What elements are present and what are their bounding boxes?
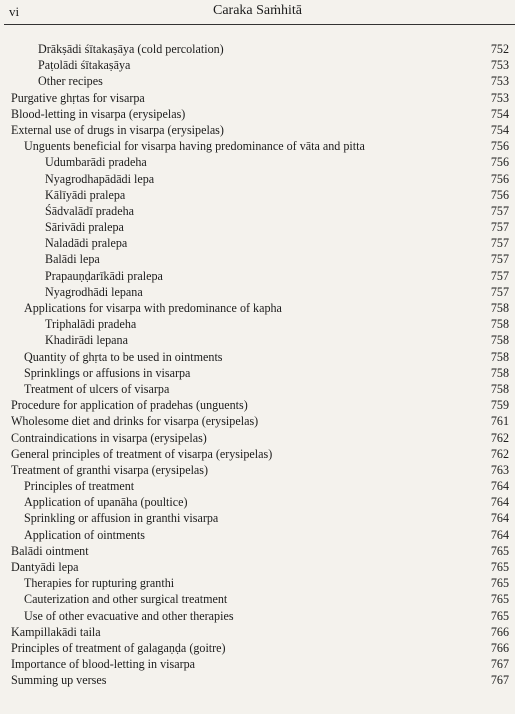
- toc-entry-title: Kampillakādi taila: [11, 624, 101, 639]
- toc-entry-page: 758: [490, 317, 509, 332]
- toc-entry-title: Nyagrodhapādādi lepa: [45, 171, 155, 186]
- running-title: Caraka Saṁhitā: [212, 3, 303, 18]
- toc-entry-page: 763: [490, 462, 509, 477]
- toc-entry-title: Application of upanāha (poultice): [24, 495, 188, 510]
- toc-entry-page: 764: [490, 527, 509, 542]
- toc-entry-page: 757: [490, 236, 509, 251]
- page-header: [0, 0, 515, 24]
- toc-entry-title: Śādvalādī pradeha: [45, 203, 134, 218]
- toc-entry-title: Purgative ghṛtas for visarpa: [11, 90, 145, 105]
- toc-entry: [0, 624, 515, 640]
- toc-entry: [0, 187, 515, 203]
- toc-entry-page: 767: [490, 657, 509, 672]
- toc-entry-title: Balādi ointment: [11, 543, 89, 558]
- toc-entry-title: Importance of blood-letting in visarpa: [11, 657, 196, 672]
- toc-entry-page: 756: [490, 139, 509, 154]
- toc-entry: [0, 397, 515, 413]
- toc-entry: [0, 154, 515, 170]
- toc-entry-page: 758: [490, 333, 509, 348]
- toc-entry-page: 758: [490, 301, 509, 315]
- toc-entry-page: 767: [490, 673, 509, 688]
- toc-entry-page: 754: [490, 106, 509, 121]
- toc-entry-page: 758: [490, 349, 509, 364]
- toc-entry: [0, 591, 515, 607]
- toc-entry: [0, 543, 515, 559]
- toc-entry-page: 757: [490, 284, 509, 299]
- toc-entry-title: Principles of treatment: [24, 479, 135, 494]
- toc-entry-title: Principles of treatment of galagaṇḍa (goitre): [11, 640, 226, 655]
- toc-entry-title: Therapies for rupturing granthi: [24, 576, 175, 591]
- toc-entry-page: 752: [490, 42, 509, 56]
- toc-entry-title: Wholesome diet and drinks for visarpa (erysipelas): [11, 414, 259, 429]
- toc-entry: [0, 575, 515, 591]
- toc-entry-page: 756: [490, 171, 509, 186]
- toc-entry-title: Other recipes: [38, 74, 103, 89]
- toc-entry-page: 756: [490, 187, 509, 202]
- toc-entry: [0, 251, 515, 267]
- toc-entry: [0, 349, 515, 365]
- toc-entry-title: Summing up verses: [11, 673, 107, 688]
- toc-entry-page: 765: [490, 560, 509, 574]
- toc-entry-title: Application of ointments: [24, 527, 145, 542]
- toc-entry-title: Kālīyādi pralepa: [45, 187, 126, 202]
- toc-entry: [0, 203, 515, 219]
- toc-entry-title: Sprinklings or affusions in visarpa: [24, 365, 191, 380]
- toc-entry-page: 764: [490, 511, 509, 526]
- toc-entry-title: Treatment of granthi visarpa (erysipelas): [11, 462, 209, 477]
- toc-entry: [0, 656, 515, 672]
- toc-entry: [0, 413, 515, 429]
- toc-entry-page: 762: [490, 430, 509, 445]
- toc-entry-title: Drākṣādi śītakaṣāya (cold percolation): [38, 42, 224, 56]
- toc-entry: [0, 73, 515, 89]
- toc-entry: [0, 138, 515, 154]
- toc-entry-title: Paṭolādi śītakaṣāya: [38, 58, 131, 73]
- table-of-contents: [0, 41, 515, 689]
- toc-entry-title: Contraindications in visarpa (erysipelas): [11, 430, 207, 445]
- toc-entry-page: 765: [490, 592, 509, 607]
- toc-entry-title: Cauterization and other surgical treatment: [24, 592, 228, 607]
- toc-entry-title: Unguents beneficial for visarpa having predominance of vāta and pitta: [24, 139, 365, 154]
- toc-entry: [0, 365, 515, 381]
- toc-entry-title: Khadirādi lepana: [45, 333, 128, 348]
- toc-entry: [0, 430, 515, 446]
- toc-entry-title: Triphalādi pradeha: [45, 317, 137, 332]
- toc-entry-page: 766: [490, 624, 509, 639]
- toc-entry: [0, 300, 515, 316]
- toc-entry-title: Dantyādi lepa: [11, 560, 79, 574]
- toc-entry-title: Nyagrodhādi lepana: [45, 284, 143, 299]
- toc-entry: [0, 268, 515, 284]
- toc-entry-page: 757: [490, 203, 509, 218]
- toc-entry-page: 764: [490, 495, 509, 510]
- toc-entry-title: Naladādi pralepa: [45, 236, 128, 251]
- toc-entry-page: 754: [490, 122, 509, 137]
- toc-entry-page: 757: [490, 252, 509, 267]
- toc-entry-title: Quantity of ghṛta to be used in ointments: [24, 349, 223, 364]
- toc-entry-page: 753: [490, 58, 509, 73]
- toc-entry: [0, 446, 515, 462]
- toc-entry-title: Prapauṇḍarīkādi pralepa: [45, 268, 163, 283]
- toc-entry-title: General principles of treatment of visarpa (erysipelas): [11, 446, 273, 461]
- toc-entry: [0, 57, 515, 73]
- toc-entry: [0, 527, 515, 543]
- toc-entry-page: 762: [490, 446, 509, 461]
- toc-entry: [0, 608, 515, 624]
- toc-entry-title: Procedure for application of pradehas (unguents): [11, 398, 248, 413]
- toc-entry-page: 753: [490, 90, 509, 105]
- toc-entry-title: External use of drugs in visarpa (erysipelas): [11, 122, 224, 137]
- toc-entry: [0, 171, 515, 187]
- toc-entry-page: 765: [490, 576, 509, 591]
- toc-entry-page: 765: [490, 608, 509, 623]
- toc-entry-page: 758: [490, 381, 509, 396]
- toc-entry-title: Blood-letting in visarpa (erysipelas): [11, 106, 186, 121]
- toc-entry-page: 753: [490, 74, 509, 89]
- toc-entry-page: 757: [490, 220, 509, 235]
- header-rule: [4, 24, 515, 25]
- toc-entry-page: 759: [490, 398, 509, 413]
- toc-entry: [0, 462, 515, 478]
- toc-entry: [0, 559, 515, 575]
- toc-entry: [0, 284, 515, 300]
- toc-entry-page: 756: [490, 155, 509, 170]
- toc-entry: [0, 672, 515, 688]
- toc-entry: [0, 219, 515, 235]
- toc-entry: [0, 316, 515, 332]
- toc-entry-page: 757: [490, 268, 509, 283]
- toc-entry-page: 765: [490, 543, 509, 558]
- toc-entry: [0, 41, 515, 57]
- page-number: vi: [9, 4, 20, 19]
- toc-entry: [0, 332, 515, 348]
- toc-entry-title: Treatment of ulcers of visarpa: [24, 381, 170, 396]
- toc-entry: [0, 494, 515, 510]
- toc-entry: [0, 235, 515, 251]
- toc-entry: [0, 90, 515, 106]
- toc-entry-page: 758: [490, 365, 509, 380]
- toc-entry-title: Applications for visarpa with predominance of kapha: [24, 301, 282, 315]
- toc-entry-title: Sārivādi pralepa: [45, 220, 124, 235]
- toc-entry: [0, 106, 515, 122]
- toc-entry-page: 761: [490, 414, 509, 429]
- toc-entry: [0, 478, 515, 494]
- toc-entry-page: 764: [490, 479, 509, 494]
- toc-entry: [0, 122, 515, 138]
- toc-entry-title: Use of other evacuative and other therapies: [24, 608, 234, 623]
- toc-entry-title: Balādi lepa: [45, 252, 100, 267]
- toc-entry: [0, 381, 515, 397]
- toc-entry: [0, 640, 515, 656]
- toc-entry-title: Sprinkling or affusion in granthi visarpa: [24, 511, 219, 526]
- toc-entry-title: Udumbarādi pradeha: [45, 155, 147, 170]
- toc-entry: [0, 510, 515, 526]
- toc-entry-page: 766: [490, 640, 509, 655]
